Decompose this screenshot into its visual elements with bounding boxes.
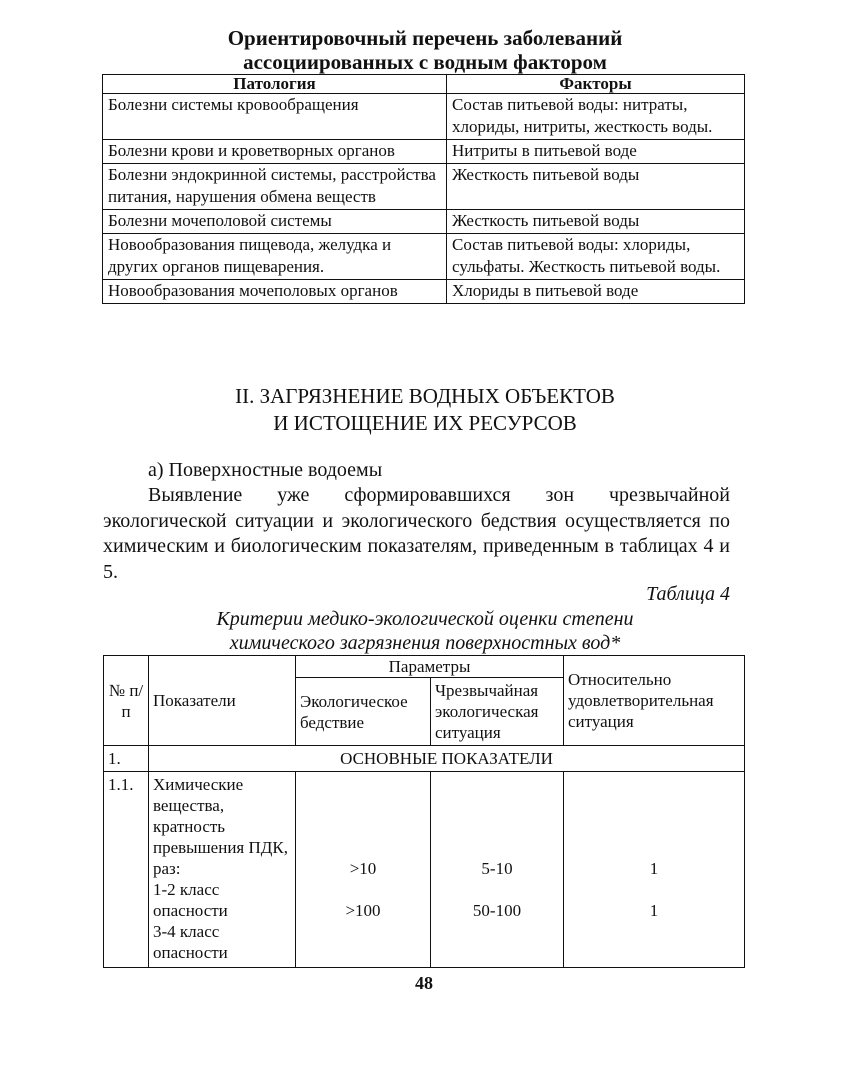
factors-cell: Жесткость питьевой воды: [447, 210, 745, 234]
pathology-cell: Болезни эндокринной системы, расстройства питания, нарушения обмена веществ: [103, 164, 447, 210]
indicator-cell: [149, 772, 296, 968]
section-title-line2: И ИСТОЩЕНИЕ ИХ РЕСУРСОВ: [273, 411, 577, 435]
pathology-cell: Болезни системы кровообращения: [103, 94, 447, 140]
table1-title-line1: Ориентировочный перечень заболеваний: [227, 26, 623, 50]
subheading: а) Поверхностные водоемы: [148, 459, 383, 481]
section-title-line1: II. ЗАГРЯЗНЕНИЕ ВОДНЫХ ОБЪЕКТОВ: [235, 384, 615, 408]
disaster-value-1: >10: [349, 859, 377, 878]
disaster-cell: [296, 772, 431, 968]
indicator-intro: Химические вещества, кратность превышения ПДК, раз:: [153, 775, 288, 878]
header-disaster: Экологическое бедствие: [296, 678, 431, 746]
header-pathology: Патология: [103, 75, 447, 94]
section-title: [100, 383, 750, 437]
table-row: [103, 210, 745, 234]
header-emergency: Чрезвычайная экологическая ситуация: [431, 678, 564, 746]
relative-value-2: 1: [649, 901, 659, 920]
relative-cell: [564, 772, 745, 968]
table-row: [103, 234, 745, 280]
factors-cell: Состав питьевой воды: нитраты, хлориды, нитриты, жесткость воды.: [447, 94, 745, 140]
disaster-value-2: >100: [345, 901, 381, 920]
relative-value-1: 1: [649, 859, 659, 878]
factors-cell: Состав питьевой воды: хлориды, сульфаты. Жесткость питьевой воды.: [447, 234, 745, 280]
table-caption-line1: Критерии медико-экологической оценки степени: [216, 608, 634, 630]
pathology-cell: Новообразования пищевода, желудка и других органов пищеварения.: [103, 234, 447, 280]
table-caption: [100, 607, 750, 655]
indicator-sub-2: 3-4 класс опасности: [153, 922, 228, 962]
criteria-table: [103, 655, 745, 968]
header-parameters: Параметры: [296, 656, 564, 678]
pathology-cell: Болезни крови и кроветворных органов: [103, 140, 447, 164]
emergency-value-2: 50-100: [472, 901, 522, 920]
table1-title-line2: ассоциированных с водным фактором: [243, 50, 607, 74]
indicator-sub-1: 1-2 класс опасности: [153, 880, 228, 920]
section-row-num: 1.: [104, 746, 149, 772]
table-row: [103, 94, 745, 140]
emergency-cell: [431, 772, 564, 968]
pathology-cell: Новообразования мочеполовых органов: [103, 280, 447, 304]
table-row: [104, 772, 745, 968]
header-relative: Относительно удовлетворительная ситуация: [564, 656, 745, 746]
factors-cell: Хлориды в питьевой воде: [447, 280, 745, 304]
table-row: [103, 280, 745, 304]
header-num: № п/п: [104, 656, 149, 746]
table1-title: [100, 26, 750, 74]
factors-cell: Нитриты в питьевой воде: [447, 140, 745, 164]
header-indicators: Показатели: [149, 656, 296, 746]
row-num: 1.1.: [104, 772, 149, 968]
table-header-row: [104, 656, 745, 678]
pathology-cell: Болезни мочеполовой системы: [103, 210, 447, 234]
table-row: [103, 164, 745, 210]
section-row-label: ОСНОВНЫЕ ПОКАЗАТЕЛИ: [149, 746, 745, 772]
body-paragraph: Выявление уже сформировавшихся зон чрезвычайной экологической ситуации и экологического бедствия осуществляется по химическим и биологическим показателям, приведенным в таблицах 4 и 5.: [103, 484, 730, 583]
section-row: [104, 746, 745, 772]
table-header-row: [103, 75, 745, 94]
header-factors: Факторы: [447, 75, 745, 94]
emergency-value-1: 5-10: [481, 859, 513, 878]
table-row: [103, 140, 745, 164]
table-number: Таблица 4: [646, 583, 730, 605]
table-caption-line2: химического загрязнения поверхностных вод*: [229, 632, 621, 654]
factors-cell: Жесткость питьевой воды: [447, 164, 745, 210]
diseases-table: [102, 74, 745, 304]
page-number: 48: [415, 973, 433, 993]
